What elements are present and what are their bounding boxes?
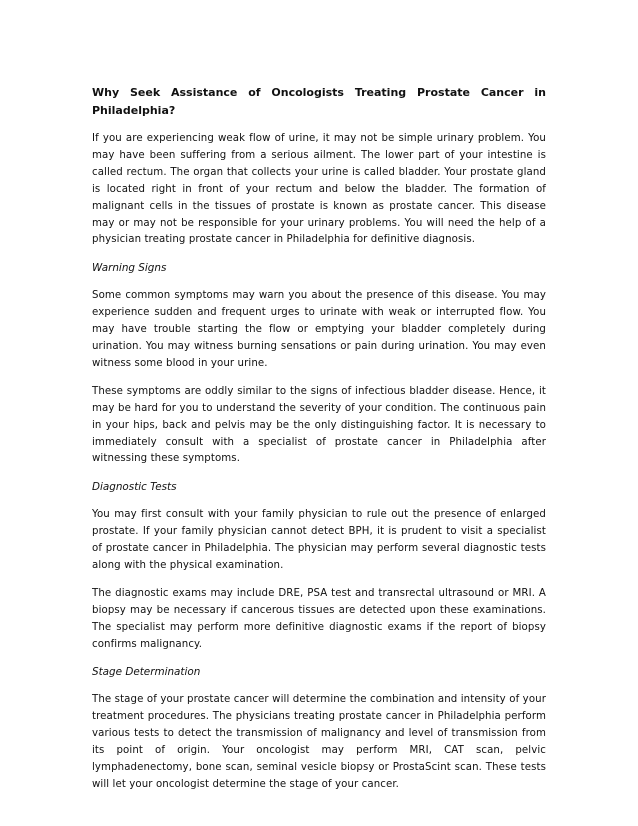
- paragraph-similar-signs: These symptoms are oddly similar to the signs of infectious bladder disease. Hence, it may be hard for you to understand the severity of your condition. The continuous pain in your hips, back and pelvis may be the only distinguishing factor. It is necessary to immediately consult with a specialist of prostate cancer in Philadelphia after witnessing these symptoms.: [92, 385, 546, 465]
- paragraph-intro: If you are experiencing weak flow of urine, it may not be simple urinary problem. You may have been suffering from a serious ailment. The lower part of your intestine is called rectum. The organ that collects your urine is called bladder. Your prostate gland is located right in front of your rectum and below the bladder. The formation of malignant cells in the tissues of prostate is known as prostate cancer. This disease may or may not be responsible for your urinary problems. You will need the help of a physician treating prostate cancer in Philadelphia for definitive diagnosis.: [92, 133, 546, 246]
- paragraph-diagnostic-exams: The diagnostic exams may include DRE, PSA test and transrectal ultrasound or MRI. A biopsy may be necessary if cancerous tissues are detected upon these examinations. The specialist may perform more definitive diagnostic exams if the report of biopsy confirms malignancy.: [92, 587, 546, 650]
- document-title: Why Seek Assistance of Oncologists Treating Prostate Cancer in Philadelphia?: [92, 86, 546, 117]
- paragraph-stage: The stage of your prostate cancer will determine the combination and intensity of your treatment procedures. The physicians treating prostate cancer in Philadelphia perform various tests to detect the transmission of malignancy and level of transmission from its point of origin. Your oncologist may perform MRI, CAT scan, pelvic lymphadenectomy, bone scan, seminal vesicle biopsy or ProstaScint scan. These tests will let your oncologist determine the stage of your cancer.: [92, 694, 546, 790]
- document-page: [92, 84, 546, 805]
- heading-stage-determination: Stage Determination: [92, 666, 201, 679]
- heading-diagnostic-tests: Diagnostic Tests: [92, 481, 177, 494]
- heading-warning-signs: Warning Signs: [92, 262, 167, 275]
- paragraph-symptoms: Some common symptoms may warn you about the presence of this disease. You may experience sudden and frequent urges to urinate with weak or interrupted flow. You may have trouble starting the flow or emptying your bladder completely during urination. You may witness burning sensations or pain during urination. You may even witness some blood in your urine.: [92, 290, 546, 369]
- paragraph-consult: You may first consult with your family physician to rule out the presence of enlarged prostate. If your family physician cannot detect BPH, it is prudent to visit a specialist of prostate cancer in Philadelphia. The physician may perform several diagnostic tests along with the physical examination.: [92, 509, 546, 571]
